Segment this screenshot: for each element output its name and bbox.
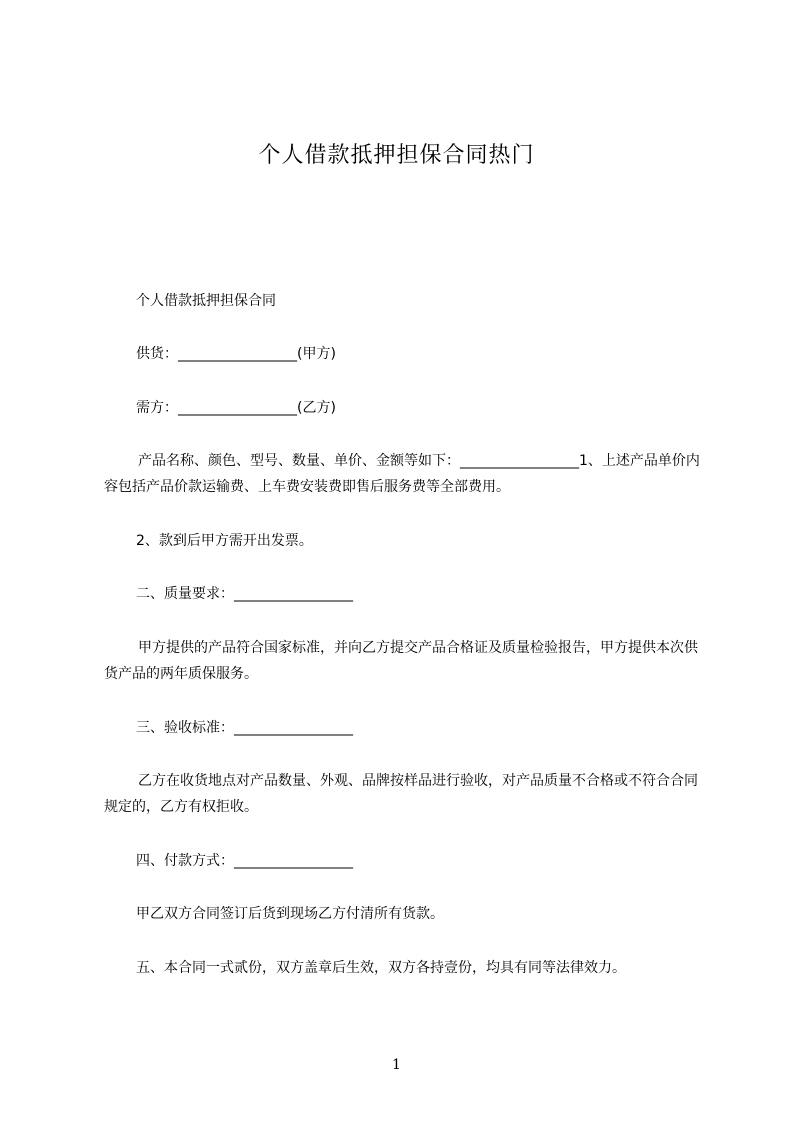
quality-heading: 二、质量要求：_________________: [136, 586, 353, 602]
document-title: 个人借款抵押担保合同热门: [258, 143, 535, 168]
acceptance-body-paragraph: 乙方在收货地点对产品数量、外观、品牌按样品进行验收，对产品质量不合格或不符合合同规定的，乙方有权拒收。: [104, 773, 698, 815]
supplier-paragraph: 供货：_________________(甲方): [136, 346, 336, 362]
demander-paragraph: 需方：_________________(乙方): [136, 400, 336, 416]
copies-clause-paragraph: 五、本合同一式贰份，双方盖章后生效，双方各持壹份，均具有同等法律效力。: [136, 960, 626, 976]
page-number: 1: [392, 1057, 401, 1073]
acceptance-heading: 三、验收标准：_________________: [136, 720, 353, 736]
invoice-paragraph: 2、款到后甲方需开出发票。: [136, 533, 313, 549]
product-info-paragraph: 产品名称、颜色、型号、数量、单价、金额等如下：_________________1、上述产品单价内容包括产品价款运输费、上车费安装费即售后服务费等全部费用。: [104, 453, 700, 495]
contract-name-paragraph: 个人借款抵押担保合同: [136, 293, 276, 309]
quality-body-paragraph: 甲方提供的产品符合国家标准，并向乙方提交产品合格证及质量检验报告，甲方提供本次供货产品的两年质保服务。: [104, 640, 698, 682]
payment-heading: 四、付款方式：_________________: [136, 853, 353, 869]
payment-body-paragraph: 甲乙双方合同签订后货到现场乙方付清所有货款。: [136, 906, 444, 922]
